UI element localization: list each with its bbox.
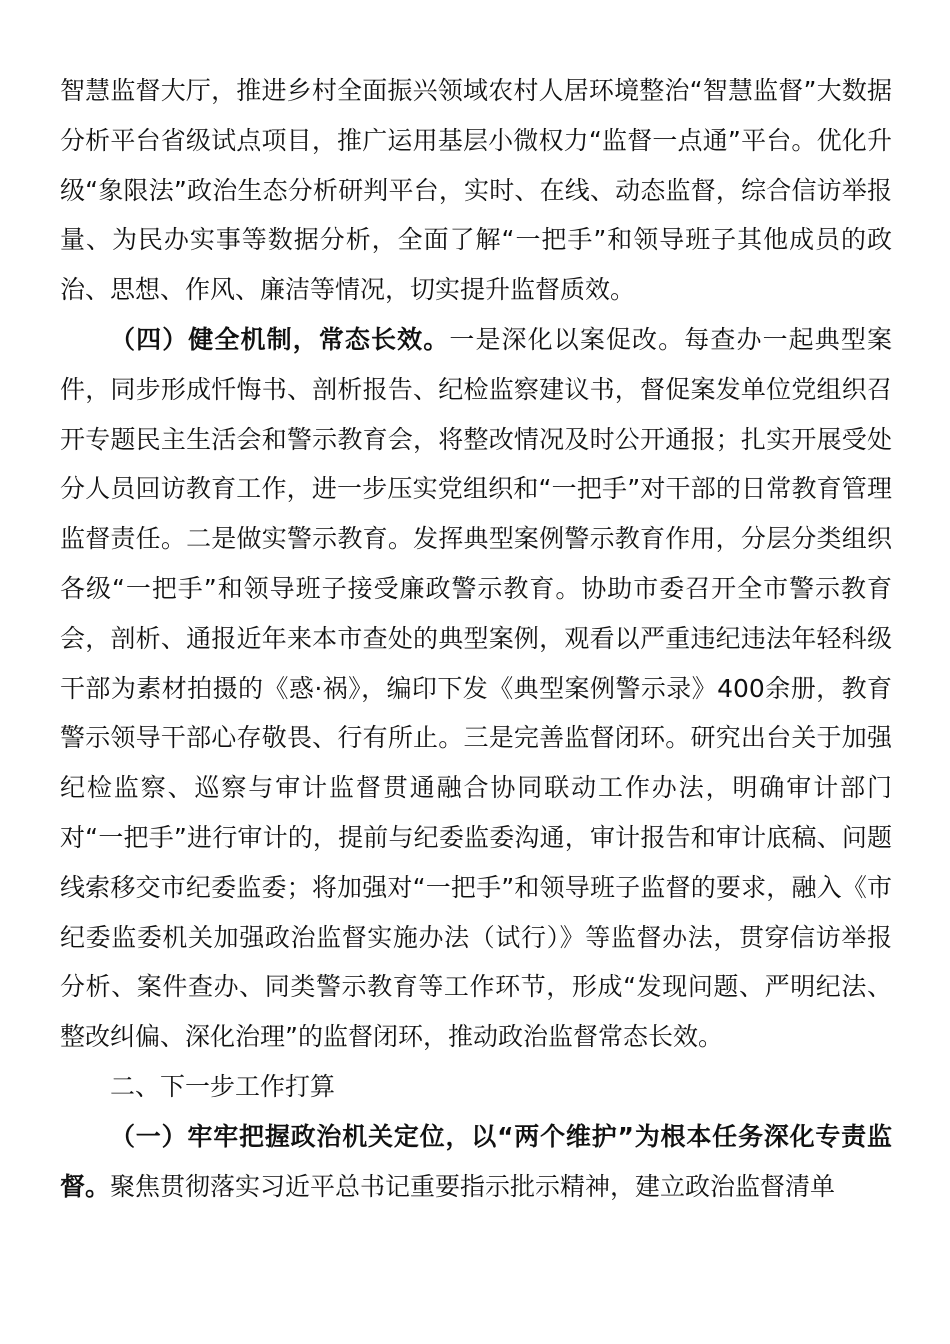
document-body xyxy=(60,66,892,1211)
paragraph-political-organ-heading: （一）牢牢把握政治机关定位，以“两个维护”为根本任务深化专责监督。 xyxy=(60,1121,892,1201)
paragraph-mechanism xyxy=(60,315,892,1062)
paragraph-political-organ xyxy=(60,1112,892,1212)
paragraph-mechanism-heading: （四）健全机制，常态长效。 xyxy=(110,324,450,354)
section-heading-next-steps: 二、下一步工作打算 xyxy=(110,1071,336,1101)
paragraph-political-organ-body: 聚焦贯彻落实习近平总书记重要指示批示精神，建立政治监督清单 xyxy=(110,1171,836,1201)
paragraph-mechanism-body: 一是深化以案促改。每查办一起典型案件，同步形成忏悔书、剖析报告、纪检监察建议书，督促案发单位党组织召开专题民主生活会和警示教育会，将整改情况及时公开通报；扎实开展受处分人员回访教育工作，进一步压实党组织和“一把手”对干部的日常教育管理监督责任。二是做实警示教育。发挥典型案例警示教育作用，分层分类组织各级“一把手”和领导班子接受廉政警示教育。协助市委召开全市警示教育会，剖析、通报近年来本市查处的典型案例，观看以严重违纪违法年轻科级干部为素材拍摄的《惑·祸》，编印下发《典型案例警示录》400余册，教育警示领导干部心存敬畏、行有所止。三是完善监督闭环。研究出台关于加强纪检监察、巡察与审计监督贯通融合协同联动工作办法，明确审计部门对“一把手”进行审计的，提前与纪委监委沟通，审计报告和审计底稿、问题线索移交市纪委监委；将加强对“一把手”和领导班子监督的要求，融入《市纪委监委机关加强政治监督实施办法（试行）》等监督办法，贯穿信访举报分析、案件查办、同类警示教育等工作环节，形成“发现问题、严明纪法、整改纠偏、深化治理”的监督闭环，推动政治监督常态长效。 xyxy=(60,324,892,1052)
paragraph-smart-supervision: 智慧监督大厅，推进乡村全面振兴领域农村人居环境整治“智慧监督”大数据分析平台省级试点项目，推广运用基层小微权力“监督一点通”平台。优化升级“象限法”政治生态分析研判平台，实时、在线、动态监督，综合信访举报量、为民办实事等数据分析，全面了解“一把手”和领导班子其他成员的政治、思想、作风、廉洁等情况，切实提升监督质效。 xyxy=(60,76,892,305)
